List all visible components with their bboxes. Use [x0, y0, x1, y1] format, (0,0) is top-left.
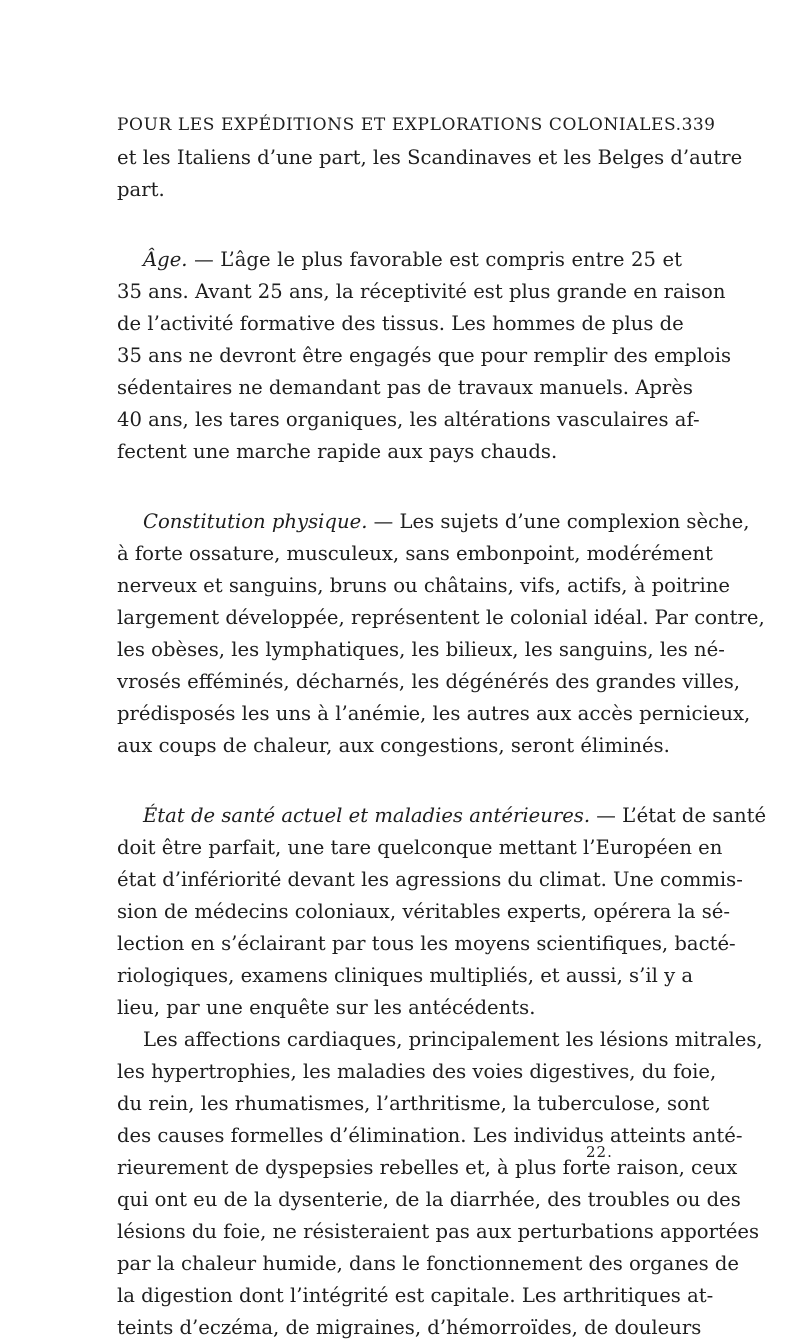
paragraph-age: [117, 244, 732, 468]
text-line: et les Italiens d’une part, les Scandinaves et les Belges d’autre: [117, 146, 743, 169]
text-line: sédentaires ne demandant pas de travaux manuels. Après: [117, 376, 693, 399]
text-line: 40 ans, les tares organiques, les altérations vasculaires af-: [117, 408, 700, 431]
section-heading-etat: État de santé actuel et maladies antérieures.: [143, 804, 591, 827]
paragraph-etat: [117, 800, 767, 1024]
text-line: doit être parfait, une tare quelconque mettant l’Européen en: [117, 836, 723, 859]
text-line: lésions du foie, ne résisteraient pas aux perturbations apportées: [117, 1220, 760, 1243]
text-line: nerveux et sanguins, bruns ou châtains, vifs, actifs, à poitrine: [117, 574, 730, 597]
text-line: 35 ans. Avant 25 ans, la réceptivité est plus grande en raison: [117, 280, 726, 303]
text-line: état d’infériorité devant les agressions du climat. Une commis-: [117, 868, 743, 891]
section-heading-constitution: Constitution physique.: [143, 510, 368, 533]
text-line: part.: [117, 178, 165, 201]
paragraph-affections: [117, 1024, 763, 1344]
text-line: les obèses, les lymphatiques, les bilieux, les sanguins, les né-: [117, 638, 725, 661]
text-line: riologiques, examens cliniques multipliés, et aussi, s’il y a: [117, 964, 694, 987]
paragraph-continuation: [117, 142, 743, 206]
running-head-title: POUR LES EXPÉDITIONS ET EXPLORATIONS COLONIALES.: [117, 115, 682, 135]
section-gap: [117, 762, 682, 800]
running-head: [117, 112, 716, 138]
text-run: — L’âge le plus favorable est compris entre 25 et: [187, 248, 682, 271]
section-heading-age: Âge.: [143, 248, 188, 271]
section-gap: [117, 206, 682, 244]
text-line: teints d’eczéma, de migraines, d’hémorroïdes, de douleurs: [117, 1316, 702, 1339]
text-line: de l’activité formative des tissus. Les hommes de plus de: [117, 312, 684, 335]
text-line: par la chaleur humide, dans le fonctionnement des organes de: [117, 1252, 739, 1275]
text-line: aux coups de chaleur, aux congestions, seront éliminés.: [117, 734, 670, 757]
text-line: à forte ossature, musculeux, sans embonpoint, modérément: [117, 542, 713, 565]
text-line: qui ont eu de la dysenterie, de la diarrhée, des troubles ou des: [117, 1188, 741, 1211]
text-line: [117, 244, 682, 276]
text-line: sion de médecins coloniaux, véritables experts, opérera la sé-: [117, 900, 731, 923]
text-line: lection en s’éclairant par tous les moyens scientifiques, bacté-: [117, 932, 736, 955]
text-line: du rein, les rhumatismes, l’arthritisme, la tuberculose, sont: [117, 1092, 710, 1115]
text-line: Les affections cardiaques, principalement les lésions mitrales,: [143, 1028, 763, 1051]
page-number: 339: [681, 115, 716, 135]
text-line: la digestion dont l’intégrité est capitale. Les arthritiques at-: [117, 1284, 714, 1307]
text-line: des causes formelles d’élimination. Les individus atteints anté-: [117, 1124, 743, 1147]
text-line: vrosés efféminés, décharnés, les dégénérés des grandes villes,: [117, 670, 741, 693]
text-line: les hypertrophies, les maladies des voies digestives, du foie,: [117, 1060, 717, 1083]
text-line: [117, 800, 767, 832]
text-line: 35 ans ne devront être engagés que pour remplir des emplois: [117, 344, 732, 367]
text-line: rieurement de dyspepsies rebelles et, à plus forte raison, ceux: [117, 1156, 738, 1179]
text-line: largement développée, représentent le colonial idéal. Par contre,: [117, 606, 765, 629]
paragraph-constitution: [117, 506, 765, 762]
text-run: — L’état de santé: [590, 804, 767, 827]
text-line: lieu, par une enquête sur les antécédents.: [117, 996, 536, 1019]
text-line: [117, 506, 750, 538]
section-gap: [117, 468, 682, 506]
text-run: — Les sujets d’une complexion sèche,: [367, 510, 750, 533]
text-line: fectent une marche rapide aux pays chauds.: [117, 440, 558, 463]
signature-mark: 22.: [586, 1143, 613, 1161]
text-line: prédisposés les uns à l’anémie, les autres aux accès pernicieux,: [117, 702, 751, 725]
